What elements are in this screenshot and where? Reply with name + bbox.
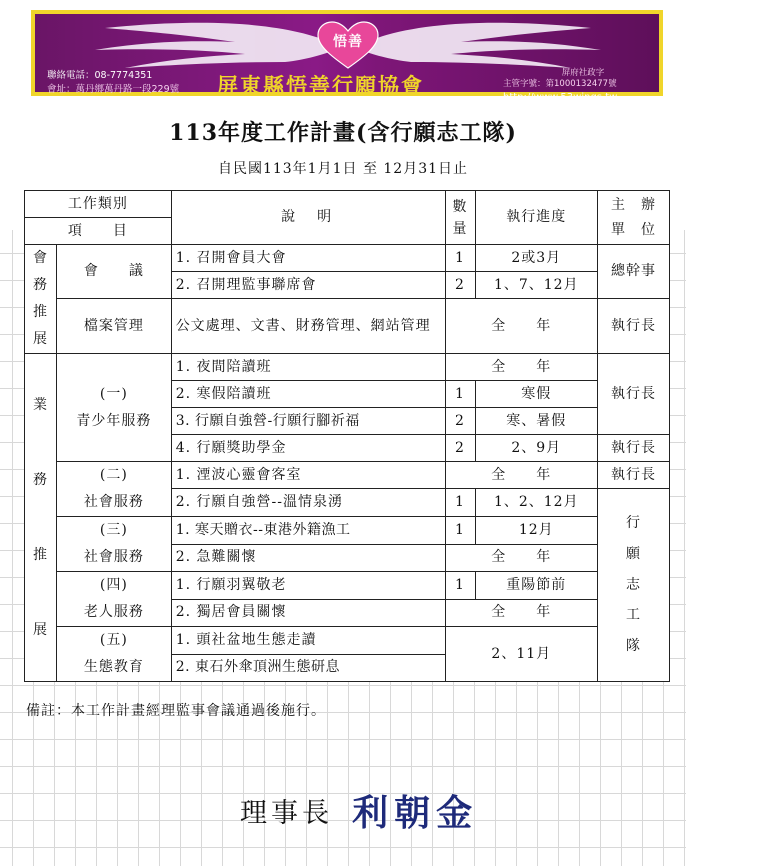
section-char: 推 [33, 546, 48, 563]
unit-archive: 執行長 [598, 299, 670, 354]
banner-registration [503, 68, 663, 103]
section-label-admin: 會務推展 [25, 245, 57, 354]
table-row [25, 245, 670, 272]
row-qty: 2 [445, 435, 475, 462]
item-name: 生態教育 [83, 659, 144, 675]
banner-phone: 聯絡電話：08-7774351 [47, 70, 153, 81]
unit-char: 工 [626, 607, 642, 624]
banner-reg-authority: 屏府社政字 [561, 68, 605, 78]
unit-scholarship: 執行長 [598, 435, 670, 462]
unit-youth: 執行長 [598, 354, 670, 435]
item-name: 青少年服務 [76, 412, 152, 429]
row-desc: 1. 召開會員大會 [171, 245, 445, 272]
row-qty: 2 [445, 272, 475, 299]
signature-role: 理事長 [240, 798, 333, 829]
section-char: 業 [33, 396, 48, 413]
organization-banner [31, 10, 663, 103]
section-char: 務 [33, 471, 48, 488]
row-progress: 寒、暑假 [475, 408, 598, 435]
row-desc: 公文處理、文書、財務管理、網站管理 [171, 299, 445, 354]
row-progress: 全 年 [445, 544, 598, 572]
row-progress: 1、7、12月 [475, 272, 598, 299]
section-label-business [25, 354, 57, 682]
row-desc: 2. 急難關懷 [171, 544, 445, 572]
row-qty: 1 [445, 517, 475, 545]
item-elderly [57, 572, 172, 627]
row-progress: 2、11月 [445, 627, 598, 682]
item-social-1 [57, 462, 172, 517]
header-quantity: 數量 [445, 191, 475, 245]
header-category: 工作類別 [25, 191, 172, 218]
row-desc: 2. 獨居會員關懷 [171, 599, 445, 627]
row-progress: 重陽節前 [475, 572, 598, 600]
unit-char: 行 [626, 515, 642, 531]
signature-block [240, 785, 478, 836]
row-desc: 1. 湮波心靈會客室 [171, 462, 445, 489]
unit-meeting: 總幹事 [598, 245, 670, 299]
document-title: 113年度工作計畫(含行願志工隊) [169, 120, 517, 146]
item-name: 老人服務 [83, 604, 144, 620]
item-number: (五) [99, 632, 128, 648]
table-row [25, 572, 670, 600]
item-number: (三) [99, 522, 128, 538]
banner-address: 會址：萬丹鄉萬丹路一段229號 [47, 84, 180, 95]
item-number: (一) [99, 385, 128, 402]
unit-char: 隊 [626, 638, 642, 654]
row-desc: 1. 夜間陪讀班 [171, 354, 445, 381]
item-archive: 檔案管理 [57, 299, 172, 354]
unit-char: 志 [626, 576, 642, 593]
row-progress: 全 年 [445, 354, 598, 381]
row-progress: 2或3月 [475, 245, 598, 272]
item-social-2 [57, 517, 172, 572]
table-row [25, 627, 670, 655]
row-progress: 2、9月 [475, 435, 598, 462]
unit-char: 願 [626, 545, 642, 562]
table-row [25, 517, 670, 545]
unit-volunteer-team [598, 489, 670, 682]
item-youth [57, 354, 172, 462]
item-number: (四) [99, 577, 128, 593]
row-progress: 1、2、12月 [475, 489, 598, 517]
header-item: 項 目 [25, 218, 172, 245]
row-progress: 寒假 [475, 381, 598, 408]
header-description: 說 明 [171, 191, 445, 245]
row-desc: 2. 召開理監事聯席會 [171, 272, 445, 299]
row-desc: 4. 行願獎助學金 [171, 435, 445, 462]
row-desc: 1. 頭社盆地生態走讀 [171, 627, 445, 655]
row-progress: 12月 [475, 517, 598, 545]
footnote: 備註：本工作計畫經理監事會議通過後施行。 [26, 703, 326, 719]
row-qty: 1 [445, 245, 475, 272]
banner-contact [47, 69, 179, 97]
item-name: 社會服務 [83, 549, 144, 565]
row-progress: 全 年 [445, 299, 598, 354]
banner-reg-number: 主管字號：第1000132477號 [503, 79, 617, 89]
row-desc: 1. 行願羽翼敬老 [171, 572, 445, 600]
document-period: 自民國113年1月1日 至 12月31日止 [217, 161, 469, 177]
table-header-row [25, 191, 670, 218]
row-qty: 2 [445, 408, 475, 435]
banner-website: http://www.53wings.tw [503, 92, 618, 103]
item-ecology [57, 627, 172, 682]
row-qty: 1 [445, 381, 475, 408]
row-progress: 全 年 [445, 462, 598, 489]
row-desc: 2. 寒假陪讀班 [171, 381, 445, 408]
item-number: (二) [99, 467, 128, 483]
row-desc: 2. 行願自強營--溫情泉湧 [171, 489, 445, 517]
row-desc: 2. 東石外傘頂洲生態研息 [171, 654, 445, 682]
row-progress: 全 年 [445, 599, 598, 627]
banner-org-name: 屏東縣悟善行願協會 [217, 73, 424, 98]
item-meeting: 會 議 [57, 245, 172, 299]
heart-label: 悟善 [333, 34, 363, 50]
header-unit: 主 辦 單 位 [598, 191, 670, 245]
row-desc: 1. 寒天贈衣--東港外籍漁工 [171, 517, 445, 545]
row-qty: 1 [445, 572, 475, 600]
work-plan-table [24, 190, 670, 682]
row-desc: 3. 行願自強營-行願行腳祈福 [171, 408, 445, 435]
section-char: 展 [33, 621, 48, 638]
signature-name: 利朝金 [352, 792, 479, 834]
header-progress: 執行進度 [475, 191, 598, 245]
table-row [25, 462, 670, 489]
row-qty: 1 [445, 489, 475, 517]
table-row [25, 299, 670, 326]
table-row [25, 354, 670, 381]
item-name: 社會服務 [83, 494, 144, 510]
unit-social-1: 執行長 [598, 462, 670, 489]
